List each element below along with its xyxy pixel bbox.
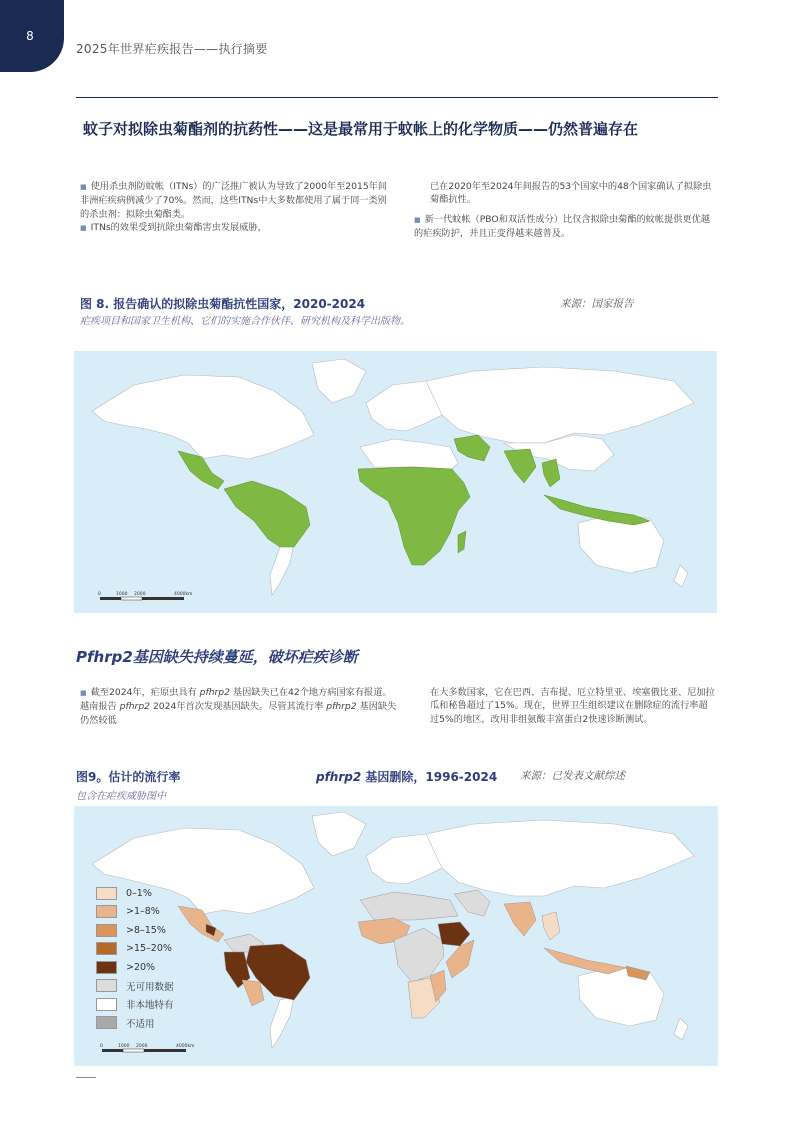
scale-label: 4000km (176, 1044, 195, 1049)
right-column (414, 180, 714, 241)
header-rule (76, 97, 718, 98)
bullet-item: ■ ITNs的效果受到抗除虫菊酯害虫发展威胁， (80, 222, 267, 234)
legend-swatch (96, 1016, 117, 1029)
bullet-item: ■ 新一代蚊帐（PBO和双活性成分）比仅含拟除虫菊酯的蚊帐提供更优越的疟疾防护，并且正变得越来越普及。 (414, 213, 710, 240)
scale-label: 0 (98, 592, 101, 597)
scale-label: 2000 (134, 592, 146, 597)
bullet-icon: ■ (414, 215, 421, 224)
scale-label: 1000 (118, 1044, 130, 1049)
legend-swatch (96, 979, 117, 992)
legend-item: >20% (96, 958, 174, 977)
map-legend (96, 884, 174, 1032)
legend-swatch (96, 942, 117, 955)
legend-item: 无可用数据 (96, 977, 174, 996)
page-number: 8 (0, 0, 64, 72)
running-title: 2025年世界疟疾报告——执行摘要 (76, 42, 268, 56)
legend-item: >8–15% (96, 921, 174, 940)
legend-swatch (96, 924, 117, 937)
scale-label: 0 (100, 1044, 103, 1049)
bullet-icon: ■ (80, 689, 87, 697)
bullet-item: ■ 使用杀虫剂防蚊帐（ITNs）的广泛推广被认为导致了2000年至2015年间非洲疟疾病例减少了70%。然而，这些ITNs中大多数都使用了属于同一类别的杀虫剂：拟除虫菊酯类。 (80, 181, 388, 220)
left-column (80, 180, 392, 236)
legend-swatch (96, 887, 117, 900)
legend-item: >15–20% (96, 940, 174, 959)
paragraph: 已在2020年至2024年间报告的53个国家中的48个国家确认了拟除虫菊酯抗性。 (430, 181, 712, 206)
section2-title: Pfhrp2基因缺失持续蔓延，破坏疟疾诊断 (76, 648, 358, 666)
legend-item: >1–8% (96, 903, 174, 922)
footnote-rule (76, 1077, 96, 1078)
bullet-item: ■ 截至2024年，疟原虫具有 pfhrp2 基因缺失已在42个地方病国家有报道。越南报告 pfhrp2 2024年首次发现基因缺失。尽管其流行率 pfhrp2 基因缺失仍然较低 (80, 687, 397, 726)
figure8-subtitle: 疟疾项目和国家卫生机构、它们的实施合作伙伴、研究机构及科学出版物。 (80, 316, 410, 327)
figure9-subtitle: 包含在疟疾威胁图中 (76, 791, 166, 802)
figure9-source: 来源：已发表文献综述 (520, 770, 625, 782)
legend-item: 非本地特有 (96, 995, 174, 1014)
legend-item: 0–1% (96, 884, 174, 903)
figure8-title: 图 8. 报告确认的拟除虫菊酯抗性国家，2020-2024 (80, 297, 366, 311)
resistance-world-map (74, 351, 717, 613)
scale-label: 4000km (174, 592, 193, 597)
legend-item: 不适用 (96, 1014, 174, 1033)
bullet-icon: ■ (80, 183, 87, 191)
scale-label: 1000 (116, 592, 128, 597)
scale-label: 2000 (136, 1044, 148, 1049)
legend-swatch (96, 905, 117, 918)
section2-left-column (80, 686, 398, 727)
figure9-title: 图9。估计的流行率 (76, 770, 181, 784)
bullet-icon: ■ (80, 224, 87, 233)
legend-swatch (96, 998, 117, 1011)
paragraph: 在大多数国家，它在巴西、吉布提、厄立特里亚、埃塞俄比亚、尼加拉瓜和秘鲁超过了15%。现在，世界卫生组织建议在删除症的流行率超过5%的地区，改用非组氨酸丰富蛋白2快速诊断测试。 (430, 687, 715, 725)
figure9-title-cont: pfhrp2 基因删除，1996-2024 (316, 770, 498, 784)
legend-swatch (96, 961, 117, 974)
figure8-source: 来源：国家报告 (560, 298, 634, 310)
section2-right-column (430, 686, 715, 726)
section-title: 蚊子对拟除虫菊酯剂的抗药性——这是最常用于蚊帐上的化学物质——仍然普遍存在 (83, 120, 639, 138)
